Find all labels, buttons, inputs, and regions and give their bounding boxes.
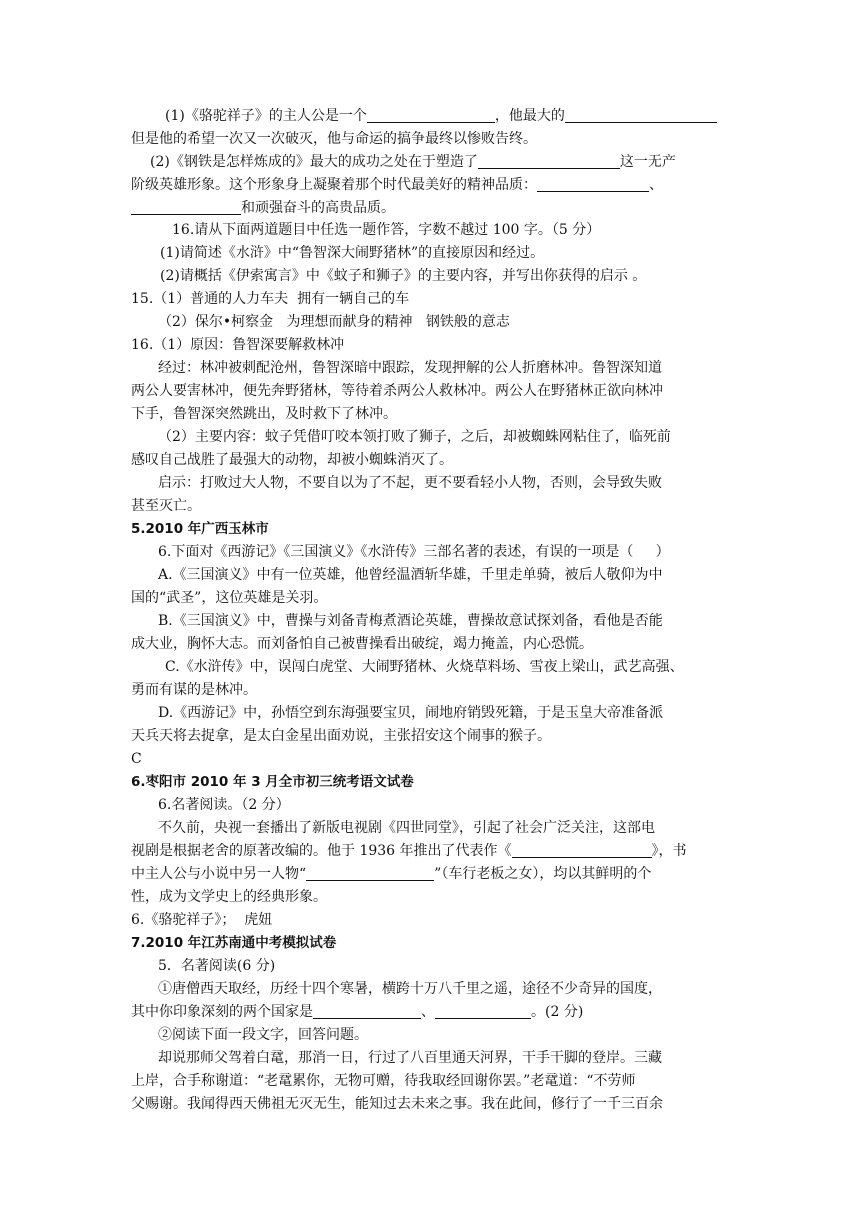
text-line: 成大业，胸怀大志。而刘备怕自己被曹操看出破绽，竭力掩盖，内心恐慌。 [131, 636, 593, 652]
section-heading: 6.枣阳市 2010 年 3 月全市初三统考语文试卷 [131, 774, 414, 790]
text-line: （2）保尔•柯察金 为理想而献身的精神 钢铁般的意志 [158, 314, 510, 330]
section-heading: 7.2010 年江苏南通中考模拟试卷 [131, 935, 337, 951]
text-line: 中主人公与小说中另一人物“ ”（车行老板之女），均以其鲜明的个 [131, 866, 652, 882]
text-line: (2)请概括《伊索寓言》中《蚊子和狮子》的主要内容，并写出你获得的启示 。 [160, 268, 647, 284]
text-line: 两公人要害林冲，便先奔野猪林，等待着杀两公人救林冲。两公人在野猪林正欲向林冲 [131, 383, 663, 399]
text-line: 但是他的希望一次又一次破灭，他与命运的搞争最终以惨败告终。 [131, 131, 537, 147]
text-line: 和顽强奋斗的高贵品质。 [131, 197, 395, 219]
text-line: 启示：打败过大人物，不要自以为了不起，更不要看轻小人物，否则，会导致失败 [158, 475, 662, 491]
text-line: (1)请简述《水浒》中“鲁智深大闹野猪林”的直接原因和经过。 [160, 245, 545, 261]
text-line: 天兵天将去捉拿，是太白金星出面劝说，主张招安这个闹事的猴子。 [131, 728, 551, 744]
text-line: 经过：林冲被刺配沧州，鲁智深暗中跟踪，发现押解的公人折磨林冲。鲁智深知道 [158, 360, 662, 376]
text-line: 国的“武圣”，这位英雄是关羽。 [131, 590, 328, 606]
text-line: 感叹自己战胜了最强大的动物，却被小蜘蛛消灭了。 [131, 452, 453, 468]
option-b: B.《三国演义》中，曹操与刘备青梅煮酒论英雄，曹操故意试探刘备，看他是否能 [158, 613, 663, 629]
answer-blank [306, 866, 434, 881]
answer-blank [435, 1004, 531, 1019]
text-line: ①唐僧西天取经，历经十四个寒暑，横跨十万八千里之遥，途径不少奇异的国度， [158, 981, 662, 997]
text-line: （2）主要内容：蚊子凭借叮咬本领打败了狮子，之后，却被蜘蛛网粘住了，临死前 [158, 429, 671, 445]
answer-blank [131, 200, 241, 215]
question-6: 6.名著阅读。（2 分） [158, 797, 290, 813]
answer-blank [478, 154, 620, 169]
text-line: 其中你印象深刻的两个国家是 、 。(2 分) [131, 1004, 584, 1020]
text-line: (2)《钢铁是怎样炼成的》最大的成功之处在于塑造了 这一无产 [150, 154, 676, 170]
text-line: 视剧是根据老舍的原著改编的。他于 1936 年推出了代表作《 》，书 [131, 843, 687, 859]
answer-blank [367, 108, 495, 123]
text-line: 不久前，央视一套播出了新版电视剧《四世同堂》，引起了社会广泛关注，这部电 [158, 820, 655, 836]
text-line: (1)《骆驼祥子》的主人公是一个 ，他最大的 [165, 105, 717, 127]
text-line: 甚至灭亡。 [131, 498, 201, 514]
text-line: 父赐谢。我闻得西天佛祖无灭无生，能知过去未来之事。我在此间，修行了一千三百余 [131, 1096, 663, 1112]
answer-blank [565, 108, 717, 123]
text-line: 下手，鲁智深突然跳出，及时救下了林冲。 [131, 406, 397, 422]
text-line: 阶级英雄形象。这个形象身上凝聚着那个时代最美好的精神品质： 、 [131, 177, 663, 193]
text-line: ②阅读下面一段文字，回答问题。 [158, 1027, 368, 1043]
option-d: D.《西游记》中，孙悟空到东海强要宝贝，闹地府销毁死籍，于是玉皇大帝准备派 [158, 705, 664, 721]
answer-16: 16.（1）原因：鲁智深要解救林冲 [131, 337, 345, 353]
answer-6: C [131, 751, 142, 767]
answer-15: 15.（1）普通的人力车夫 拥有一辆自己的车 [131, 291, 410, 307]
answer-blank [512, 843, 652, 858]
question-16: 16.请从下面两道题目中任选一题作答，字数不越过 100 字。（5 分） [172, 222, 601, 238]
answer-blank [537, 177, 649, 192]
option-c: C.《水浒传》中，误闯白虎堂、大闹野猪林、火烧草料场、雪夜上梁山，武艺高强、 [165, 659, 684, 675]
text-line: 上岸，合手称谢道：“老鼋累你，无物可赠，待我取经回谢你罢。”老鼋道：“不劳师 [131, 1073, 636, 1089]
option-a: A.《三国演义》中有一位英雄，他曾经温酒斩华雄，千里走单骑，被后人敬仰为中 [158, 567, 663, 583]
answer-blank [313, 1004, 421, 1019]
question-6: 6.下面对《西游记》《三国演义》《水浒传》三部名著的表述，有误的一项是（ ） [158, 544, 670, 560]
text-line: 却说那师父驾着白鼋，那消一日，行过了八百里通天河界，干手干脚的登岸。三藏 [158, 1050, 662, 1066]
answer-6: 6.《骆驼祥子》； 虎妞 [131, 912, 273, 928]
text-line: 勇而有谋的是林冲。 [131, 682, 257, 698]
section-heading: 5.2010 年广西玉林市 [131, 521, 269, 537]
question-5: 5．名著阅读(6 分) [158, 958, 276, 974]
text-line: 性，成为文学史上的经典形象。 [131, 889, 327, 905]
